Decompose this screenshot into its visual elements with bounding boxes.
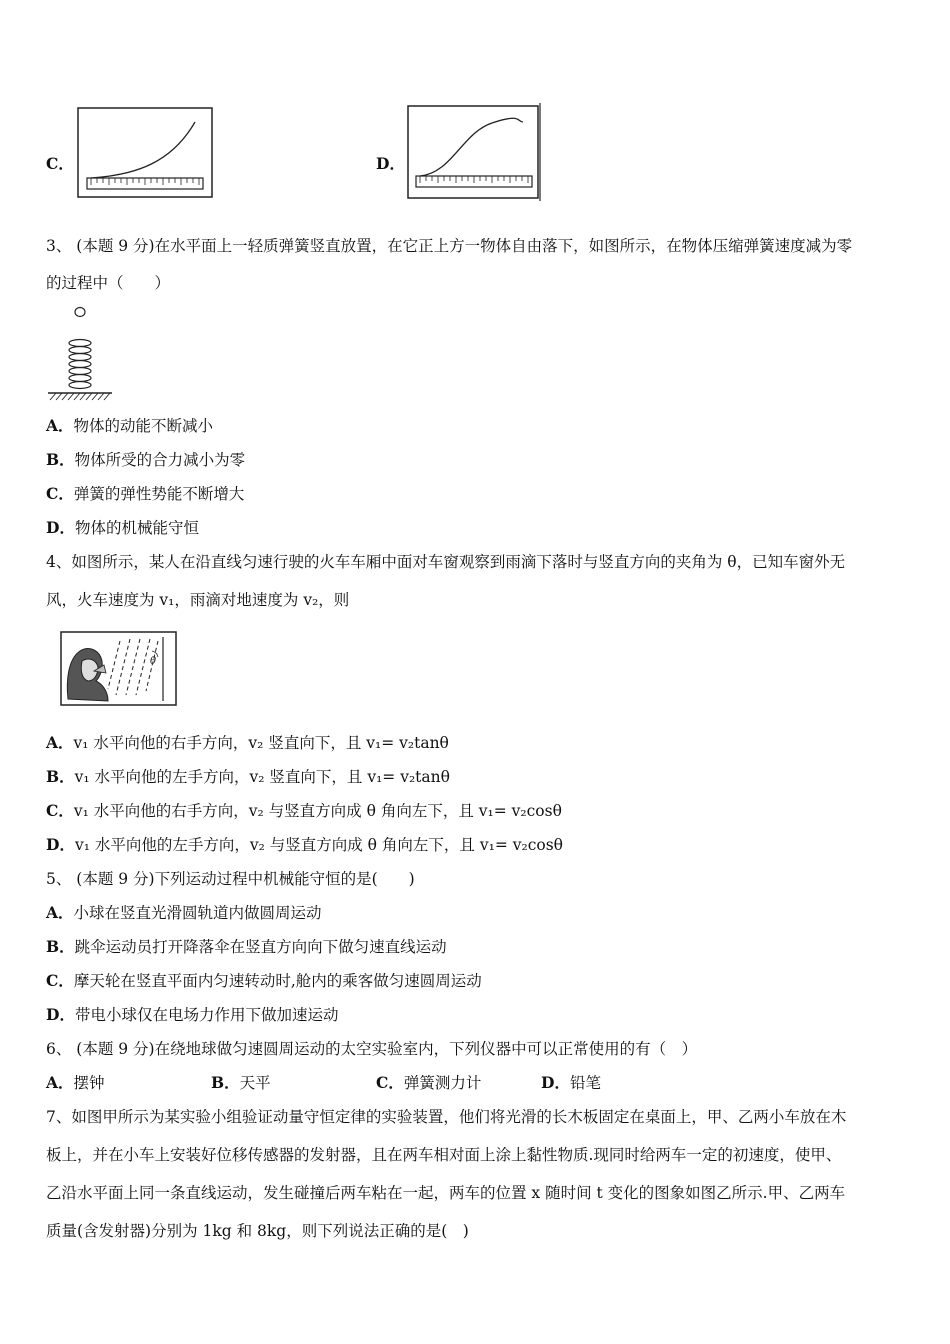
option-letter: A． [46, 1073, 74, 1092]
option-letter: B． [46, 450, 75, 469]
q3-stem-line2: 的过程中（ ） [46, 274, 171, 292]
q6-option-c [376, 1073, 481, 1093]
option-text: v₁ 水平向他的右手方向，v₂ 与竖直方向成 θ 角向左下，且 v₁= v₂cosθ [73, 802, 562, 820]
option-text: v₁ 水平向他的左手方向，v₂ 与竖直方向成 θ 角向左下，且 v₁= v₂cosθ [74, 836, 564, 854]
option-letter: A． [46, 903, 74, 922]
q3-option-c [46, 484, 244, 504]
option-d-label: D． [376, 154, 405, 173]
q6-option-a [46, 1073, 105, 1093]
option-text: 弹簧测力计 [403, 1074, 482, 1092]
option-letter: D． [46, 835, 75, 854]
q4-option-a [46, 733, 449, 753]
option-text: v₁ 水平向他的右手方向，v₂ 竖直向下，且 v₁= v₂tanθ [73, 734, 449, 752]
q5-option-a [46, 903, 322, 923]
option-letter: C． [376, 1073, 404, 1092]
option-text: 物体的机械能守恒 [74, 519, 199, 537]
option-text: 摩天轮在竖直平面内匀速转动时,舱内的乘客做匀速圆周运动 [73, 972, 482, 990]
q3-stem-line1: 3、 (本题 9 分)在水平面上一轻质弹簧竖直放置，在它正上方一物体自由落下，如图所示，在物体压缩弹簧速度减为零 [46, 237, 853, 255]
option-letter: B． [46, 937, 75, 956]
q6-option-b [211, 1073, 271, 1093]
option-letter: C． [46, 971, 74, 990]
q3-option-b [46, 450, 245, 470]
q3-option-a [46, 416, 213, 436]
option-letter: A． [46, 416, 74, 435]
option-letter: C． [46, 801, 74, 820]
q7-stem-line1: 7、如图甲所示为某实验小组验证动量守恒定律的实验装置，他们将光滑的长木板固定在桌面上，甲、乙两小车放在木 [46, 1108, 847, 1126]
spring-ball-figure [46, 300, 116, 402]
option-text: 摆钟 [73, 1074, 105, 1092]
q4-option-c [46, 801, 562, 821]
q4-stem-line1: 4、如图所示，某人在沿直线匀速行驶的火车车厢中面对车窗观察到雨滴下落时与竖直方向的夹角为 θ，已知车窗外无 [46, 553, 846, 571]
q5-stem: 5、 (本题 9 分)下列运动过程中机械能守恒的是( ) [46, 870, 415, 888]
option-text: 弹簧的弹性势能不断增大 [73, 485, 245, 503]
option-letter: A． [46, 733, 74, 752]
option-letter: D． [541, 1073, 570, 1092]
q4-option-b [46, 767, 450, 787]
q6-stem: 6、 (本题 9 分)在绕地球做匀速圆周运动的太空实验室内，下列仪器中可以正常使用的有（ ） [46, 1040, 698, 1058]
option-text: 铅笔 [569, 1074, 601, 1092]
train-window-figure [60, 631, 178, 707]
q3-option-d [46, 518, 199, 538]
option-letter: B． [46, 767, 75, 786]
q5-option-c [46, 971, 482, 991]
theta-label: θ [150, 656, 157, 667]
q6-option-d [541, 1073, 601, 1093]
q5-option-b [46, 937, 447, 957]
option-letter: D． [46, 1005, 75, 1024]
q5-option-d [46, 1005, 338, 1025]
option-text: v₁ 水平向他的左手方向，v₂ 竖直向下，且 v₁= v₂tanθ [74, 768, 450, 786]
option-c-label: C． [46, 154, 74, 173]
option-letter: B． [211, 1073, 240, 1092]
graph-c-figure [77, 107, 214, 199]
option-text: 小球在竖直光滑圆轨道内做圆周运动 [73, 904, 322, 922]
option-text: 物体所受的合力减小为零 [74, 451, 246, 469]
option-letter: C． [46, 484, 74, 503]
option-text: 天平 [239, 1074, 271, 1092]
q7-stem-line2: 板上，并在小车上安装好位移传感器的发射器，且在两车相对面上涂上黏性物质.现同时给两车一定的初速度，使甲、 [46, 1146, 842, 1164]
q7-stem-line3: 乙沿水平面上同一条直线运动，发生碰撞后两车粘在一起，两车的位置 x 随时间 t 变化的图象如图乙所示.甲、乙两车 [46, 1184, 846, 1202]
option-text: 跳伞运动员打开降落伞在竖直方向向下做匀速直线运动 [74, 938, 447, 956]
option-text: 物体的动能不断减小 [73, 417, 214, 435]
option-text: 带电小球仅在电场力作用下做加速运动 [74, 1006, 339, 1024]
option-letter: D． [46, 518, 75, 537]
q4-option-d [46, 835, 563, 855]
q7-stem-line4: 质量(含发射器)分别为 1kg 和 8kg，则下列说法正确的是( ) [46, 1222, 469, 1240]
graph-d-figure [407, 103, 542, 201]
q4-stem-line2: 风，火车速度为 v₁，雨滴对地速度为 v₂，则 [46, 591, 350, 609]
